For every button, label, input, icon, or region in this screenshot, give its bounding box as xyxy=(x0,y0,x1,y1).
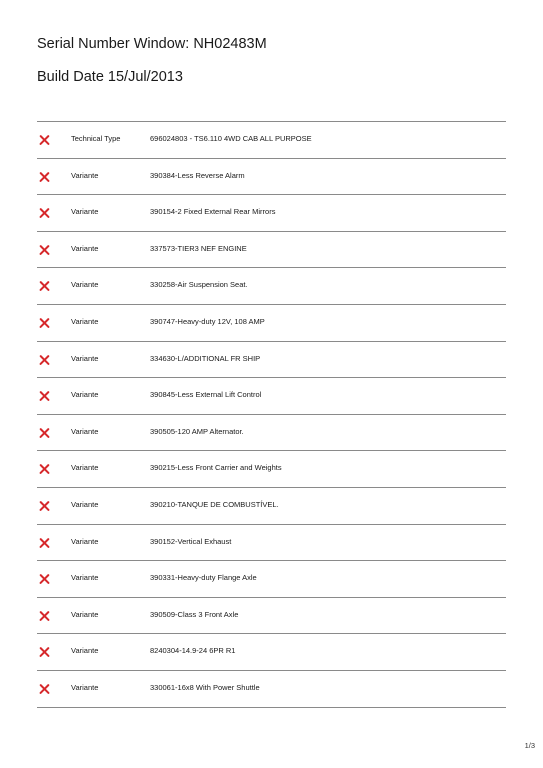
row-description: 337573-TIER3 NEF ENGINE xyxy=(150,243,247,253)
table-row xyxy=(37,342,506,379)
x-icon xyxy=(37,499,51,513)
table-row xyxy=(37,525,506,562)
x-icon xyxy=(37,682,51,696)
page-number: 1/3 xyxy=(524,741,535,750)
x-icon xyxy=(37,170,51,184)
table-row xyxy=(37,195,506,232)
row-description: 390210-TANQUE DE COMBUSTÍVEL. xyxy=(150,499,279,509)
x-icon xyxy=(37,279,51,293)
row-description: 390152-Vertical Exhaust xyxy=(150,536,232,546)
row-type: Technical Type xyxy=(71,134,121,143)
row-description: 390747-Heavy-duty 12V, 108 AMP xyxy=(150,316,265,326)
variant-table xyxy=(37,121,506,708)
row-description: 390215-Less Front Carrier and Weights xyxy=(150,463,282,473)
table-row xyxy=(37,634,506,671)
x-icon xyxy=(37,206,51,220)
row-description: 390845-Less External Lift Control xyxy=(150,390,262,400)
row-type: Variante xyxy=(71,463,99,473)
row-description: 8240304-14.9-24 6PR R1 xyxy=(150,646,236,656)
table-row xyxy=(37,671,506,708)
row-description: 696024803 - TS6.110 4WD CAB ALL PURPOSE xyxy=(150,134,312,143)
row-description: 334630-L/ADDITIONAL FR SHIP xyxy=(150,353,261,363)
x-icon xyxy=(37,462,51,476)
row-description: 390154-2 Fixed External Rear Mirrors xyxy=(150,207,276,217)
row-description: 330258-Air Suspension Seat. xyxy=(150,280,248,290)
x-icon xyxy=(37,353,51,367)
table-row xyxy=(37,378,506,415)
row-type: Variante xyxy=(71,353,99,363)
x-icon xyxy=(37,316,51,330)
table-row xyxy=(37,415,506,452)
table-row xyxy=(37,159,506,196)
row-description: 390331-Heavy-duty Flange Axle xyxy=(150,573,257,583)
row-type: Variante xyxy=(71,426,99,436)
table-row xyxy=(37,598,506,635)
row-type: Variante xyxy=(71,170,99,180)
table-row xyxy=(37,561,506,598)
row-description: 390384-Less Reverse Alarm xyxy=(150,170,245,180)
x-icon xyxy=(37,133,51,147)
x-icon xyxy=(37,426,51,440)
page-title: Serial Number Window: NH02483M xyxy=(37,36,267,52)
table-row xyxy=(37,451,506,488)
row-description: 390509-Class 3 Front Axle xyxy=(150,609,239,619)
row-type: Variante xyxy=(71,573,99,583)
table-row xyxy=(37,232,506,269)
row-type: Variante xyxy=(71,499,99,509)
row-type: Variante xyxy=(71,390,99,400)
x-icon xyxy=(37,389,51,403)
x-icon xyxy=(37,645,51,659)
table-row xyxy=(37,122,506,159)
row-type: Variante xyxy=(71,536,99,546)
row-type: Variante xyxy=(71,207,99,217)
row-type: Variante xyxy=(71,243,99,253)
table-row xyxy=(37,305,506,342)
row-type: Variante xyxy=(71,609,99,619)
x-icon xyxy=(37,609,51,623)
build-date: Build Date 15/Jul/2013 xyxy=(37,69,183,85)
x-icon xyxy=(37,243,51,257)
row-description: 390505-120 AMP Alternator. xyxy=(150,426,244,436)
row-description: 330061-16x8 With Power Shuttle xyxy=(150,682,260,692)
x-icon xyxy=(37,536,51,550)
table-row xyxy=(37,488,506,525)
table-row xyxy=(37,268,506,305)
row-type: Variante xyxy=(71,280,99,290)
x-icon xyxy=(37,572,51,586)
row-type: Variante xyxy=(71,682,99,692)
row-type: Variante xyxy=(71,316,99,326)
row-type: Variante xyxy=(71,646,99,656)
